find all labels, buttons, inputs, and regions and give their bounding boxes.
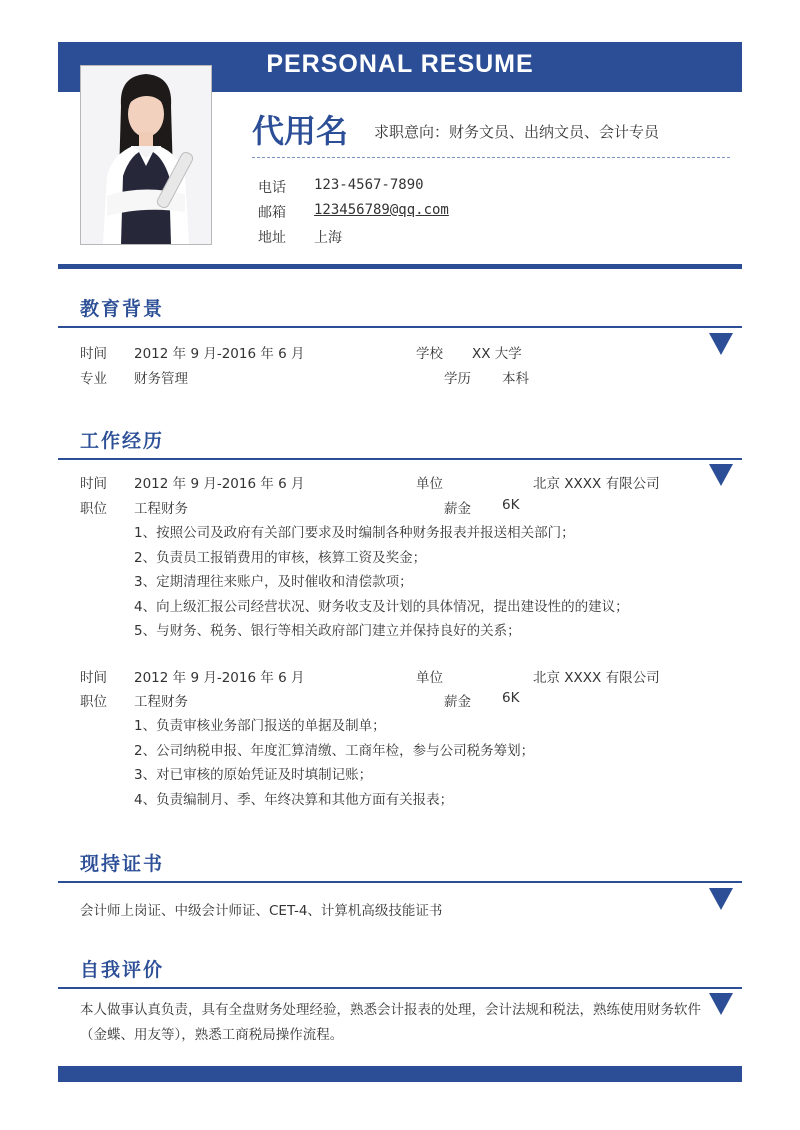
job1-time-label: 时间 (80, 476, 107, 492)
job1-company-label: 单位 (416, 476, 443, 492)
dashed-divider (252, 157, 730, 158)
profile-photo (80, 65, 212, 245)
job1-duty-4: 4、向上级汇报公司经营状况、财务收支及计划的具体情况，提出建设性的的建议； (134, 599, 629, 615)
edu-degree-value: 本科 (502, 371, 529, 387)
edu-major-label: 专业 (80, 371, 107, 387)
edu-major-value: 财务管理 (134, 371, 188, 387)
self-evaluation-section-title: 自我评价 (80, 959, 165, 981)
job1-duty-2: 2、负责员工报销费用的审核，核算工资及奖金； (134, 550, 427, 566)
education-divider (58, 326, 742, 328)
job1-salary-value: 6K (502, 497, 520, 513)
job2-company-label: 单位 (416, 670, 443, 686)
work-divider (58, 458, 742, 460)
phone-value: 123-4567-7890 (314, 177, 424, 193)
header-bottom-bar (58, 264, 742, 269)
job1-duty-3: 3、定期清理往来账户，及时催收和清偿款项； (134, 574, 413, 590)
email-label: 邮箱 (258, 205, 286, 221)
job2-time-value: 2012 年 9 月-2016 年 6 月 (134, 670, 305, 686)
work-section-title: 工作经历 (80, 430, 165, 452)
job2-duty-3: 3、对已审核的原始凭证及时填制记账； (134, 767, 373, 783)
job1-position-label: 职位 (80, 501, 107, 517)
self-evaluation-text: 本人做事认真负责，具有全盘财务处理经验，熟悉会计报表的处理，会计法规和税法，熟练使用财务软件（金蝶、用友等），熟悉工商税局操作流程。 (80, 1002, 701, 1043)
triangle-down-icon (709, 464, 733, 486)
job1-time-value: 2012 年 9 月-2016 年 6 月 (134, 476, 305, 492)
job2-duty-1: 1、负责审核业务部门报送的单据及制单； (134, 718, 386, 734)
phone-label: 电话 (258, 180, 286, 196)
person-photo-icon (81, 66, 211, 244)
job2-company-value: 北京 XXXX 有限公司 (533, 670, 660, 686)
candidate-name: 代用名 (252, 112, 349, 150)
edu-time-label: 时间 (80, 346, 107, 362)
certificates-divider (58, 881, 742, 883)
job2-salary-label: 薪金 (444, 694, 471, 710)
address-value: 上海 (314, 230, 342, 246)
triangle-down-icon (709, 888, 733, 910)
edu-school-label: 学校 (416, 346, 443, 362)
email-link[interactable]: 123456789@qq.com (314, 202, 449, 218)
job1-company-value: 北京 XXXX 有限公司 (533, 476, 660, 492)
address-label: 地址 (258, 230, 286, 246)
job2-time-label: 时间 (80, 670, 107, 686)
edu-time-value: 2012 年 9 月-2016 年 6 月 (134, 346, 305, 362)
job1-position-value: 工程财务 (134, 501, 188, 517)
job1-duty-5: 5、与财务、税务、银行等相关政府部门建立并保持良好的关系； (134, 623, 521, 639)
resume-title: PERSONAL RESUME (266, 50, 534, 78)
job2-salary-value: 6K (502, 690, 520, 706)
edu-school-value: XX 大学 (472, 346, 522, 362)
job2-duty-4: 4、负责编制月、季、年终决算和其他方面有关报表； (134, 792, 454, 808)
job2-position-value: 工程财务 (134, 694, 188, 710)
edu-degree-label: 学历 (444, 371, 471, 387)
job-intent: 求职意向：财务文员、出纳文员、会计专员 (374, 123, 660, 141)
self-evaluation-divider (58, 987, 742, 989)
job2-position-label: 职位 (80, 694, 107, 710)
triangle-down-icon (709, 333, 733, 355)
certificates-section-title: 现持证书 (80, 853, 165, 875)
job1-duty-1: 1、按照公司及政府有关部门要求及时编制各种财务报表并报送相关部门； (134, 525, 575, 541)
certificates-text: 会计师上岗证、中级会计师证、CET-4、计算机高级技能证书 (80, 903, 443, 919)
footer-bar (58, 1066, 742, 1082)
job2-duty-2: 2、公司纳税申报、年度汇算清缴、工商年检，参与公司税务筹划； (134, 743, 535, 759)
education-section-title: 教育背景 (80, 298, 165, 320)
job1-salary-label: 薪金 (444, 501, 471, 517)
